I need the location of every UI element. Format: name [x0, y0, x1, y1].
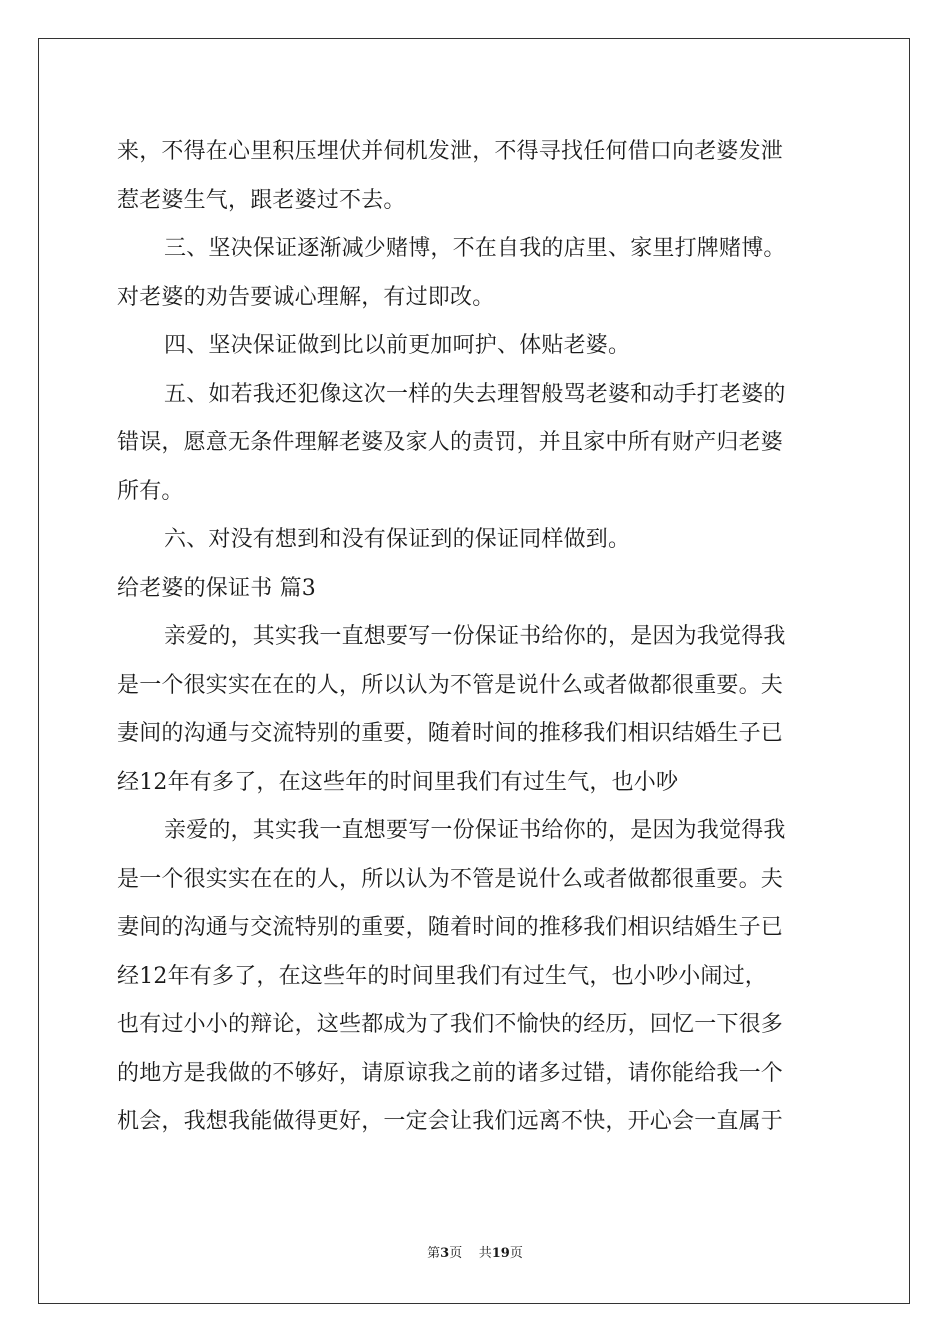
text-line: 五、如若我还犯像这次一样的失去理智般骂老婆和动手打老婆的 [164, 381, 786, 407]
text-line: 妻间的沟通与交流特别的重要，随着时间的推移我们相识结婚生子已 [117, 721, 784, 746]
text-line: 妻间的沟通与交流特别的重要，随着时间的推移我们相识结婚生子已 [117, 915, 784, 940]
text-line: 经12年有多了，在这些年的时间里我们有过生气，也小吵小闹过， [117, 963, 767, 989]
text-line: 是一个很实实在在的人，所以认为不管是说什么或者做都很重要。夫 [117, 672, 784, 698]
footer-total-pages: 19 [491, 1246, 510, 1261]
text-line: 亲爱的，其实我一直想要写一份保证书给你的，是因为我觉得我 [164, 624, 786, 649]
footer-total-suffix: 页 [509, 1246, 523, 1261]
text-line: 的地方是我做的不够好，请原谅我之前的诸多过错，请你能给我一个 [117, 1060, 784, 1086]
text-line: 机会，我想我能做得更好，一定会让我们远离不快，开心会一直属于 [117, 1109, 784, 1134]
text-line: 经12年有多了，在这些年的时间里我们有过生气，也小吵 [117, 769, 679, 795]
text-line: 三、坚决保证逐渐减少赌博，不在自我的店里、家里打牌赌博。 [164, 236, 786, 261]
text-line: 亲爱的，其实我一直想要写一份保证书给你的，是因为我觉得我 [164, 818, 786, 843]
document-body [117, 128, 837, 1147]
footer-page-prefix: 第 [427, 1246, 441, 1261]
text-line: 来，不得在心里积压埋伏并伺机发泄，不得寻找任何借口向老婆发泄 [117, 139, 784, 164]
text-line: 所有。 [117, 478, 184, 504]
footer-page-number: 3 [440, 1246, 450, 1261]
text-line: 错误，愿意无条件理解老婆及家人的责罚，并且家中所有财产归老婆 [117, 430, 784, 455]
footer-page-suffix: 页 [449, 1246, 463, 1261]
footer-total-prefix: 共 [478, 1246, 492, 1261]
page-footer [0, 1245, 950, 1263]
text-line: 也有过小小的辩论，这些都成为了我们不愉快的经历，回忆一下很多 [117, 1012, 784, 1037]
text-line: 对老婆的劝告要诚心理解，有过即改。 [117, 284, 495, 310]
text-line: 是一个很实实在在的人，所以认为不管是说什么或者做都很重要。夫 [117, 866, 784, 892]
text-line: 四、坚决保证做到比以前更加呵护、体贴老婆。 [164, 333, 631, 358]
text-line: 给老婆的保证书 篇3 [117, 575, 316, 601]
text-line: 六、对没有想到和没有保证到的保证同样做到。 [164, 527, 631, 552]
text-line: 惹老婆生气，跟老婆过不去。 [117, 187, 406, 213]
